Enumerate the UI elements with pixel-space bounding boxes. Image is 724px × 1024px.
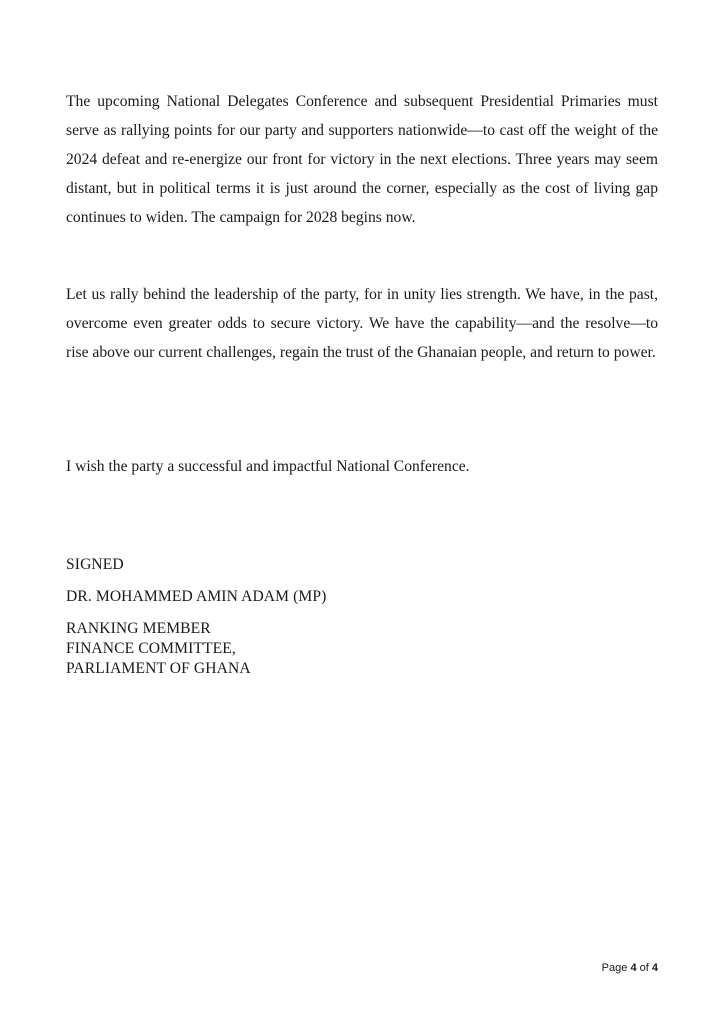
page-word: Page bbox=[601, 962, 628, 974]
signer-name: DR. MOHAMMED AMIN ADAM (MP) bbox=[66, 588, 327, 605]
of-word: of bbox=[639, 962, 649, 974]
total-pages-number: 4 bbox=[651, 962, 658, 974]
body-paragraph-1: The upcoming National Delegates Conference and subsequent Presidential Primaries must serve as rallying points for our party and supporters nationwide—to cast off the weight of the 2024 defeat and re-energize our front for victory in the next elections. Three years may seem distant, but in political terms it is just around the corner, especially as the cost of living gap continues to widen. The campaign for 2028 begins now. bbox=[66, 93, 658, 226]
signed-label: SIGNED bbox=[66, 556, 124, 573]
signer-title-block bbox=[66, 619, 251, 679]
signer-title-line-3: PARLIAMENT OF GHANA bbox=[66, 660, 251, 677]
current-page-number: 4 bbox=[630, 962, 637, 974]
signer-title-line-1: RANKING MEMBER bbox=[66, 620, 211, 637]
signer-title-line-2: FINANCE COMMITTEE, bbox=[66, 640, 236, 657]
body-paragraph-2: Let us rally behind the leadership of the party, for in unity lies strength. We have, in the past, overcome even greater odds to secure victory. We have the capability—and the resolve—to rise above our current challenges, regain the trust of the Ghanaian people, and return to power. bbox=[66, 286, 658, 361]
body-paragraph-3: I wish the party a successful and impactful National Conference. bbox=[66, 458, 470, 475]
page-number-footer bbox=[602, 962, 658, 974]
